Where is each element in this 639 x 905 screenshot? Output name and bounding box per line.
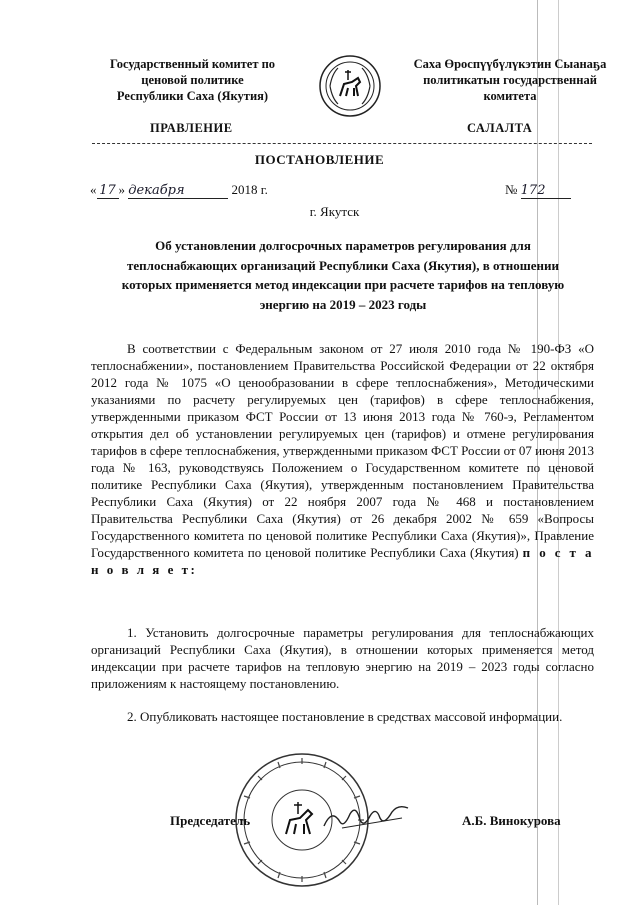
date-year: 2018 г. bbox=[231, 182, 268, 197]
document-number: № 172 bbox=[505, 182, 571, 199]
document-type: ПОСТАНОВЛЕНИЕ bbox=[254, 152, 385, 167]
department-sakha: САЛАЛТА bbox=[467, 121, 533, 135]
handwritten-signature-icon bbox=[322, 798, 412, 834]
resolve-word: п о с т а н о в л я е т: bbox=[91, 545, 594, 577]
number-value: 172 bbox=[521, 183, 571, 199]
department-ru: ПРАВЛЕНИЕ bbox=[150, 121, 233, 135]
clause-2: 2. Опубликовать настоящее постановление в средствах массовой информации. bbox=[127, 709, 563, 724]
date-day: 17 bbox=[97, 183, 119, 199]
issuer-name-sakha: Саха Өроспүүбүлүкэтин Сыанаҕа политикатын государственнай комитета bbox=[413, 57, 607, 103]
signatory-name: А.Б. Винокурова bbox=[462, 813, 561, 828]
header-divider bbox=[92, 143, 592, 144]
clause-1: 1. Установить долгосрочные параметры регулирования для теплоснабжающих организаций Республики Саха (Якутия), в отношении которых применяется метод индексации при расчете тарифов на тепловую энергию на 2019 – 2023 годы согласно приложениям к настоящему постановлению. bbox=[91, 625, 594, 691]
document-date: « 17 » декабря 2018 г. bbox=[90, 182, 268, 198]
date-month: декабря bbox=[128, 183, 228, 199]
issuer-name-ru: Государственный комитет по ценовой политике Республики Саха (Якутия) bbox=[109, 57, 276, 103]
document-subject: Об установлении долгосрочных параметров регулирования для теплоснабжающих организаций Республики Саха (Якутия), в отношении которых применяется метод индексации при расчете тарифов на тепловую энергию на 2019 – 2023 годы bbox=[121, 238, 565, 312]
preamble-paragraph: В соответствии с Федеральным законом от 27 июля 2010 года № 190-ФЗ «О теплоснабжении», постановлением Правительства Российской Федерации от 22 октября 2012 года № 1075 «О ценообразовании в сфере теплоснабжения», Методическими указаниями по расчету регулируемых цен (тарифов) в сфере теплоснабжения, утвержденными приказом ФСТ России от 13 июня 2013 года № 760-э, Регламентом открытия дел об установлении регулируемых цен (тарифов) и отмене регулирования тарифов в сфере теплоснабжения, утвержденными приказом ФСТ России от 07 июня 2013 года № 163, руководствуясь Положением о Государственном комитете по ценовой политике Республики Саха (Якутия), утвержденным постановлением Правительства Республики Саха (Якутия) от 22 ноября 2007 года № 468 и постановлением Правительства Республики Саха (Якутия) от 26 декабря 2002 № 659 «Вопросы Государственного комитета по ценовой политике Республики Саха (Якутия)», Правление Государственного комитета по ценовой политике Республики Саха (Якутия) п о с т а н о в л я е т: bbox=[91, 341, 594, 577]
city: г. Якутск bbox=[309, 204, 360, 219]
emblem-icon bbox=[318, 54, 382, 118]
signatory-role: Председатель bbox=[170, 813, 251, 828]
